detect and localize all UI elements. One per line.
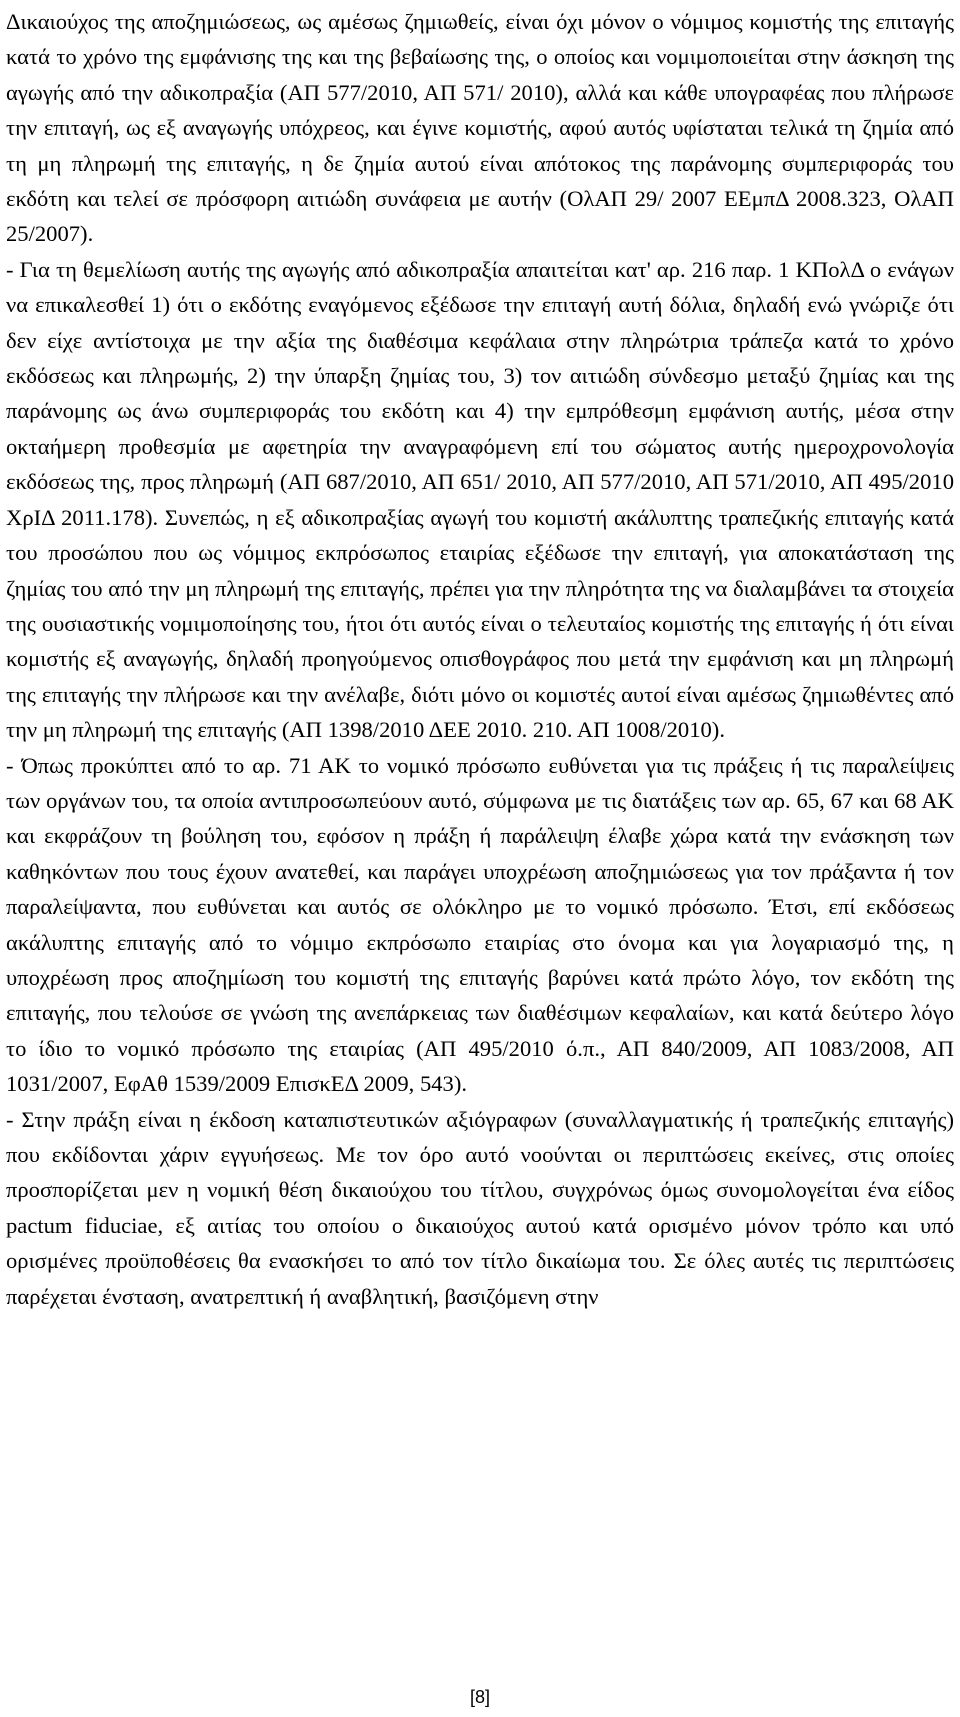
paragraph-legal-entity: - Όπως προκύπτει από το αρ. 71 ΑΚ το νομικό πρόσωπο ευθύνεται για τις πράξεις ή τις παραλείψεις των οργάνων του, τα οποία αντιπροσωπεύουν αυτό, σύμφωνα με τις διατάξεις των αρ. 65, 67 και 68 ΑΚ και εκφράζουν τη βούληση του, εφόσον η πράξη ή παράλειψη έλαβε χώρα κατά την ενάσκηση των καθηκόντων που τους έχουν ανατεθεί, και παράγει υποχρέωση αποζημιώσεως για τον πράξαντα ή τον παραλείψαντα, που ευθύνεται και αυτός σε ολόκληρο με το νομικό πρόσωπο. Έτσι, επί εκδόσεως ακάλυπτης επιταγής από το νόμιμο εκπρόσωπο εταιρίας στο όνομα και για λογαριασμό της, η υποχρέωση προς αποζημίωση του κομιστή της επιταγής βαρύνει κατά πρώτο λόγο, τον εκδότη της επιταγής, που τελούσε σε γνώση της ανεπάρκειας των διαθέσιμων κεφαλαίων, και κατά δεύτερο λόγο το ίδιο το νομικό πρόσωπο της εταιρίας (ΑΠ 495/2010 ό.π., ΑΠ 840/2009, ΑΠ 1083/2008, ΑΠ 1031/2007, ΕφΑθ 1539/2009 ΕπισκΕΔ 2009, 543). xyxy=(6,752,954,1097)
paragraph-beneficiary: Δικαιούχος της αποζημιώσεως, ως αμέσως ζημιωθείς, είναι όχι μόνον ο νόμιμος κομιστής της επιταγής κατά το χρόνο της εμφάνισης της και της βεβαίωσης της, ο οποίος και νομιμοποιείται στην άσκηση της αγωγής από την αδικοπραξία (ΑΠ 577/2010, ΑΠ 571/ 2010), αλλά και κάθε υπογραφέας που πλήρωσε την επιταγή, ως εξ αναγωγής υπόχρεος, και έγινε κομιστής, αφού αυτός υφίσταται τελικά τη ζημία από τη μη πληρωμή της επιταγής, η δε ζημία αυτού είναι απότοκος της παράνομης συμπεριφοράς του εκδότη και τελεί σε πρόσφορη αιτιώδη συνάφεια με αυτήν (ΟλΑΠ 29/ 2007 ΕΕμπΔ 2008.323, ΟλΑΠ 25/2007). xyxy=(6,9,954,247)
paragraph-tort-claim: - Για τη θεμελίωση αυτής της αγωγής από αδικοπραξία απαιτείται κατ' αρ. 216 παρ. 1 ΚΠολΔ ο ενάγων να επικαλεσθεί 1) ότι ο εκδότης εναγόμενος εξέδωσε την επιταγή αυτή δόλια, δηλαδή ενώ γνώριζε ότι δεν είχε αντίστοιχα με την αξία της διαθέσιμα κεφάλαια στην πληρώτρια τράπεζα κατά το χρόνο εκδόσεως και πληρωμής, 2) την ύπαρξη ζημίας του, 3) τον αιτιώδη σύνδεσμο μεταξύ ζημίας και της παράνομης ως άνω συμπεριφοράς του εκδότη και 4) την εμπρόθεσμη εμφάνιση αυτής, μέσα στην οκταήμερη προθεσμία με αφετηρία την αναγραφόμενη επί του σώματος αυτής ημεροχρονολογία εκδόσεως της, προς πληρωμή (ΑΠ 687/2010, ΑΠ 651/ 2010, ΑΠ 577/2010, ΑΠ 571/2010, ΑΠ 495/2010 ΧρΙΔ 2011.178). Συνεπώς, η εξ αδικοπραξίας αγωγή του κομιστή ακάλυπτης τραπεζικής επιταγής κατά του προσώπου που ως νόμιμος εκπρόσωπος εταιρίας εξέδωσε την επιταγή, για αποκατάσταση της ζημίας του από την μη πληρωμή της επιταγής, πρέπει για την πληρότητα της να διαλαμβάνει τα στοιχεία της ουσιαστικής νομιμοποίησης του, ήτοι ότι αυτός είναι ο τελευταίος κομιστής της επιταγής ή ότι είναι κομιστής εξ αναγωγής, δηλαδή προηγούμενος οπισθογράφος που μετά την εμφάνιση και μη πληρωμή της επιταγής την πλήρωσε και την ανέλαβε, διότι μόνο οι κομιστές αυτοί είναι αμέσως ζημιωθέντες από την μη πληρωμή της επιταγής (ΑΠ 1398/2010 ΔΕΕ 2010. 210. ΑΠ 1008/2010). xyxy=(6,256,954,743)
document-body xyxy=(6,4,954,1314)
page-number: [8] xyxy=(469,1687,490,1707)
paragraph-fiduciary: - Στην πράξη είναι η έκδοση καταπιστευτικών αξιόγραφων (συναλλαγματικής ή τραπεζικής επιταγής) που εκδίδονται χάριν εγγυήσεως. Με τον όρο αυτό νοούνται οι περιπτώσεις εκείνες, στις οποίες προσπορίζεται μεν η νομική θέση δικαιούχου του τίτλου, συγχρόνως όμως συνομολογείται ένα είδος pactum fiduciae, εξ αιτίας του οποίου ο δικαιούχος αυτού κατά ορισμένο μόνον τρόπο και υπό ορισμένες προϋποθέσεις θα ενασκήσει το από τον τίτλο δικαίωμα του. Σε όλες αυτές τις περιπτώσεις παρέχεται ένσταση, ανατρεπτική ή αναβλητική, βασιζόμενη στην xyxy=(6,1106,954,1309)
